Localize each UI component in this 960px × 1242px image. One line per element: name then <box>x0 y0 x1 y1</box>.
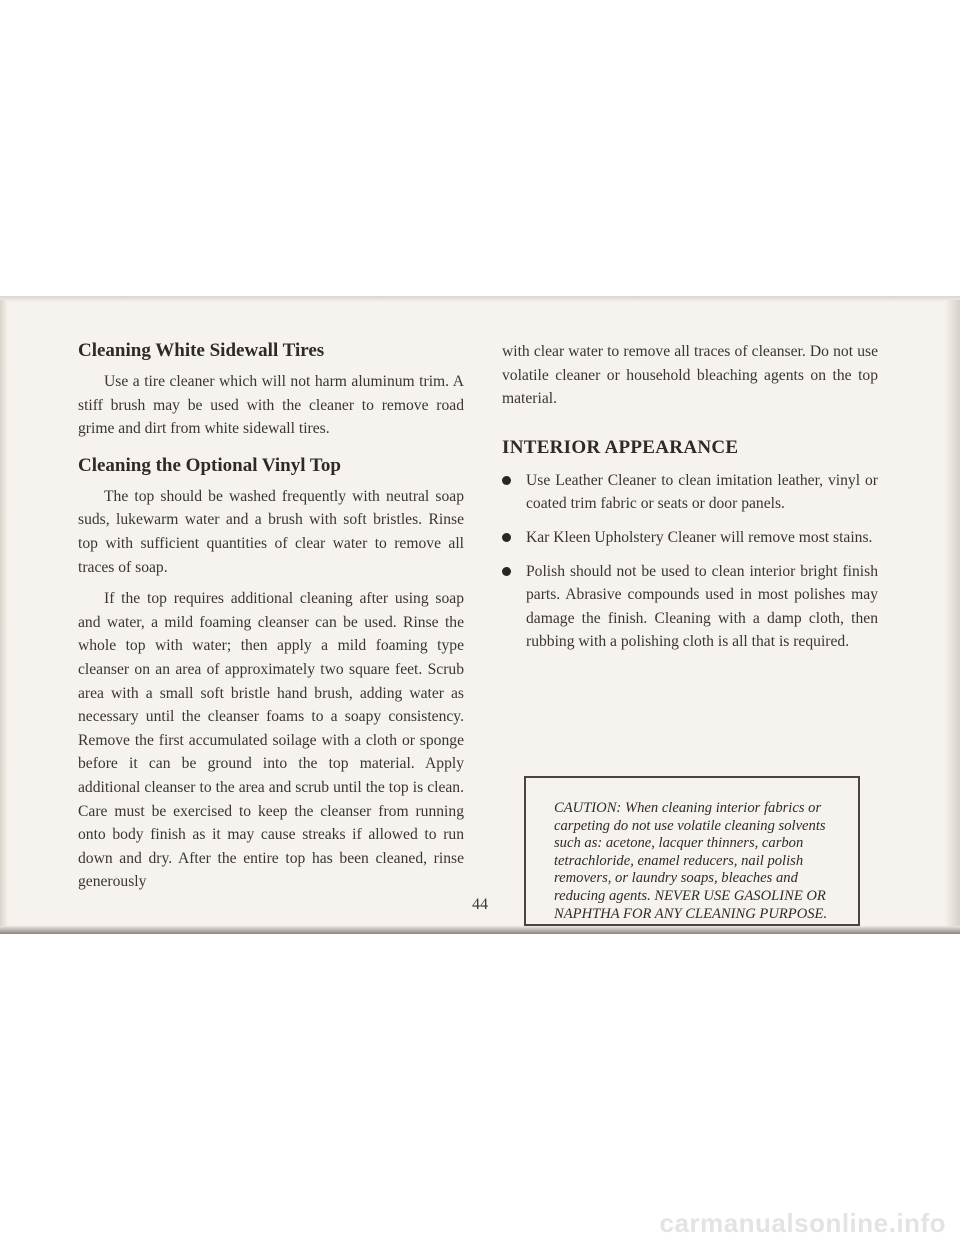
caution-text: CAUTION: When cleaning interior fabrics or carpeting do not use volatile cleaning solvents such as: acetone, lacquer thinners, carbon tetrachloride, enamel reducers, nail polish removers, or laundry soaps, bleaches and reducing agents. NEVER USE GASOLINE OR NAPHTHA FOR ANY CLEANING PURPOSE. <box>554 800 828 922</box>
paragraph-sidewall: Use a tire cleaner which will not harm aluminum trim. A stiff brush may be used with the cleaner to remove road grime and dirt from white sidewall tires. <box>78 373 464 438</box>
list-item <box>502 560 878 654</box>
page-number: 44 <box>472 896 488 913</box>
list-item-text: Use Leather Cleaner to clean imitation leather, vinyl or coated trim fabric or seats or door panels. <box>526 471 878 513</box>
paragraph-vinyl-wash: The top should be washed frequently with neutral soap suds, lukewarm water and a brush with soft bristles. Rinse top with sufficient quantities of clear water to remove all traces of soap. <box>78 487 464 576</box>
page-edge-top <box>0 296 960 302</box>
list-item <box>502 469 878 516</box>
page-edge-right <box>944 300 960 932</box>
caution-box <box>524 776 860 926</box>
list-item-text: Kar Kleen Upholstery Cleaner will remove most stains. <box>526 528 873 546</box>
list-item-text: Polish should not be used to clean interior bright finish parts. Abrasive compounds used in most polishes may damage the finish. Cleaning with a damp cloth, then rubbing with a polishing cloth is all that is required. <box>526 562 878 651</box>
watermark: carmanualsonline.info <box>659 1208 946 1238</box>
right-column <box>502 340 878 664</box>
bullet-list <box>502 469 878 654</box>
paragraph-vinyl-additional: If the top requires additional cleaning after using soap and water, a mild foaming cleanser can be used. Rinse the whole top with water; then apply a mild foaming type cleanser on an area of approximately two square feet. Scrub area with a small soft bristle hand brush, adding water as necessary until the cleanser foams to a soapy consistency. Remove the first accumulated soilage with a cloth or sponge before it can be ground into the top material. Apply additional cleanser to the area and scrub until the top is clean. Care must be exercised to keep the cleanser from running onto body finish as it may cause streaks if allowed to run down and dry. After the entire top has been cleaned, rinse generously <box>78 590 464 891</box>
bullet-dot-icon <box>502 567 511 576</box>
page-edge-left <box>0 300 8 932</box>
heading-white-sidewall-tires: Cleaning White Sidewall Tires <box>78 340 325 361</box>
bullet-dot-icon <box>502 533 511 542</box>
heading-interior-appearance: INTERIOR APPEARANCE <box>502 436 739 458</box>
heading-vinyl-top: Cleaning the Optional Vinyl Top <box>78 454 341 476</box>
paragraph-continuation: with clear water to remove all traces of cleanser. Do not use volatile cleaner or household bleaching agents on the top material. <box>502 343 878 408</box>
left-column <box>78 340 464 902</box>
page-shadow-bottom <box>0 926 960 934</box>
list-item <box>502 526 878 550</box>
bullet-dot-icon <box>502 476 511 485</box>
